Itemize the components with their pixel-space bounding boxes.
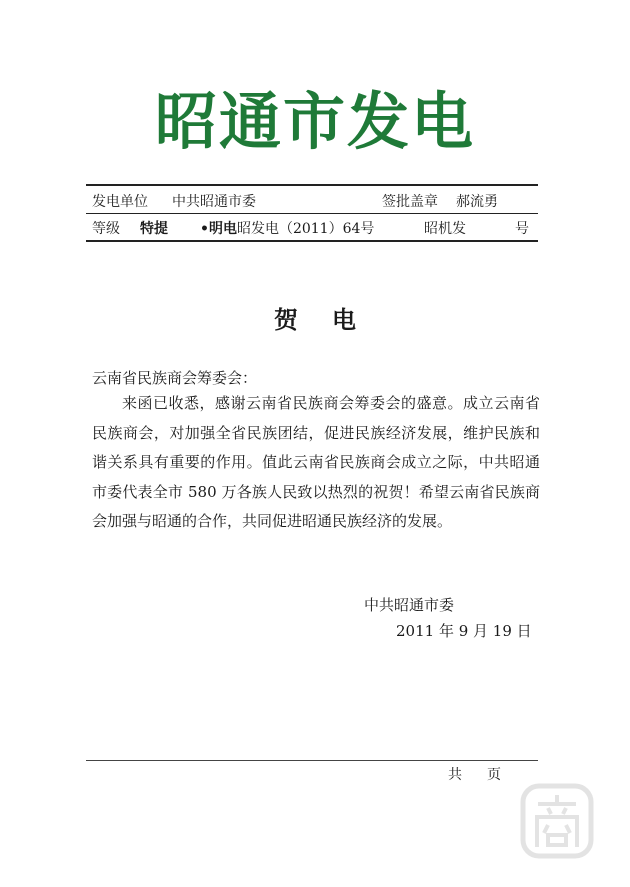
grade-value: 特提	[140, 221, 168, 237]
header-middle-rule	[86, 213, 538, 214]
sending-unit-value: 中共昭通市委	[172, 194, 256, 210]
footer-rule	[86, 760, 538, 761]
sending-unit-label: 发电单位	[92, 194, 148, 210]
grade-label: 等级	[92, 221, 120, 237]
body-paragraph: 来函已收悉，感谢云南省民族商会筹委会的盛意。成立云南省民族商会，对加强全省民族团结，促进民族经济发展，维护民族和谐关系具有重要的作用。值此云南省民族商会成立之际，中共昭通市委代表全市 580 万各族人民致以热烈的祝贺！希望云南省民族商会加强与昭通的合作，共同促进昭通民族经济的发展。	[92, 394, 540, 530]
shang-seal-icon	[520, 783, 594, 859]
document-number-prefix: •明电	[200, 221, 237, 237]
footer-page-label: 页	[487, 767, 501, 783]
telegram-heading: 贺电	[274, 305, 390, 334]
document-title: 昭通市发电	[154, 85, 475, 158]
signature-value: 郝流勇	[456, 194, 498, 210]
send-label: 昭机发	[424, 221, 466, 237]
signer: 中共昭通市委	[364, 596, 455, 614]
number-suffix: 号	[515, 221, 529, 237]
document-number	[200, 218, 374, 238]
header-bottom-rule	[86, 240, 538, 242]
salutation: 云南省民族商会筹委会：	[92, 369, 258, 387]
footer-total-label: 共	[448, 767, 462, 783]
signature-label: 签批盖章	[382, 194, 438, 210]
document-number-value: 昭发电（2011）64号	[236, 221, 375, 237]
header-top-rule	[86, 184, 538, 186]
date: 2011 年 9 月 19 日	[396, 622, 532, 640]
